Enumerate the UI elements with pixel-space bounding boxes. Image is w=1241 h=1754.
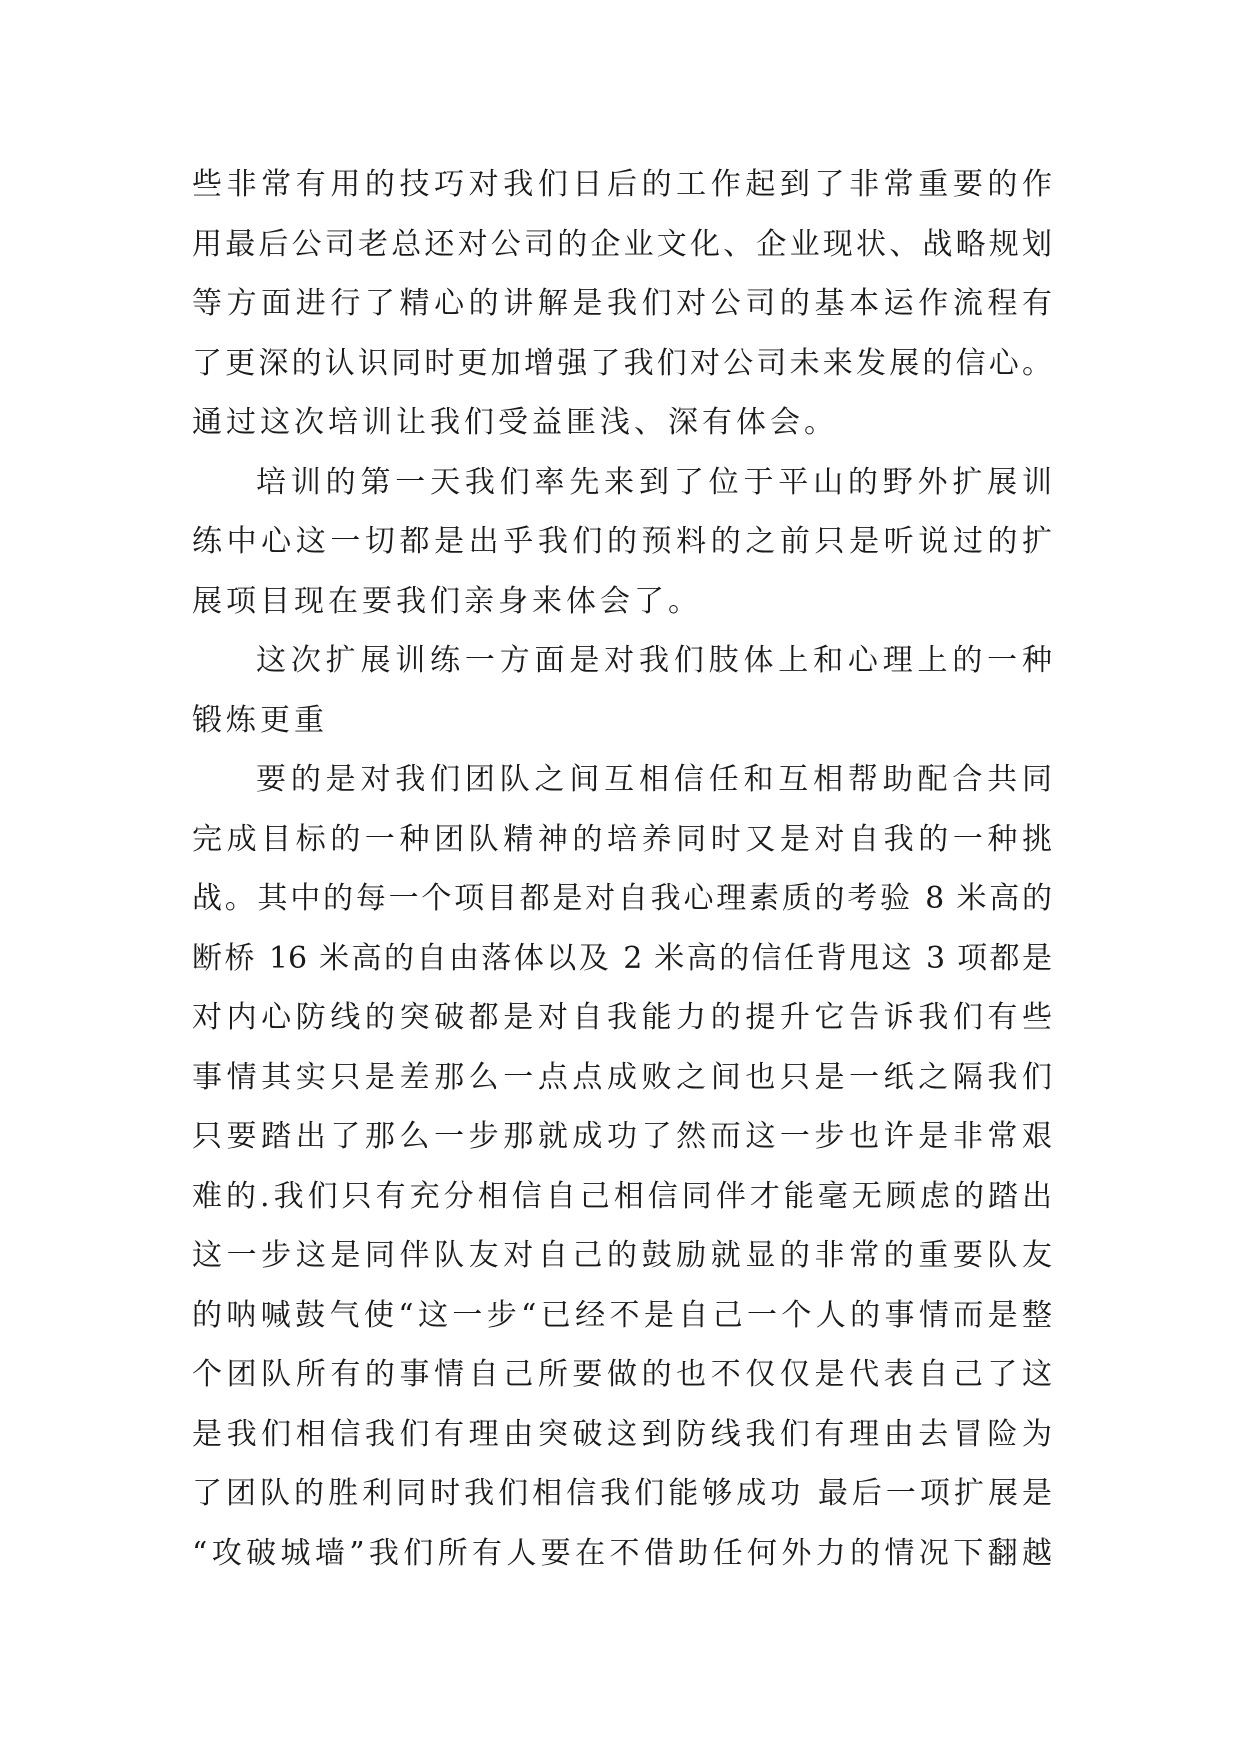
text-line: 练中心这一切都是出乎我们的预料的之前只是听说过的扩 xyxy=(192,524,1052,559)
text-line: 培训的第一天我们率先来到了位于平山的野外扩展训 xyxy=(256,464,1052,500)
text-line: 难的.我们只有充分相信自己相信同伴才能毫无顾虑的踏出 xyxy=(192,1178,1052,1214)
text-line: 战。其中的每一个项目都是对自我心理素质的考验 8 米高的 xyxy=(192,881,1052,916)
text-line: 是我们相信我们有理由突破这到防线我们有理由去冒险为 xyxy=(192,1416,1052,1452)
text-line: 用最后公司老总还对公司的企业文化、企业现状、战略规划 xyxy=(192,226,1052,262)
text-line: 个团队所有的事情自己所要做的也不仅仅是代表自己了这 xyxy=(192,1357,1052,1392)
text-line: 锻炼更重 xyxy=(192,702,328,738)
text-line: 展项目现在要我们亲身来体会了。 xyxy=(192,583,702,619)
text-line: 通过这次培训让我们受益匪浅、深有体会。 xyxy=(192,405,838,440)
text-line: 这一步这是同伴队友对自己的鼓励就显的非常的重要队友 xyxy=(192,1238,1052,1273)
text-line: 对内心防线的突破都是对自我能力的提升它告诉我们有些 xyxy=(192,1000,1052,1035)
body-text xyxy=(192,155,1052,1583)
text-line: 等方面进行了精心的讲解是我们对公司的基本运作流程有 xyxy=(192,286,1052,321)
text-line: 这次扩展训练一方面是对我们肢体上和心理上的一种 xyxy=(256,643,1052,678)
text-line: 的呐喊鼓气使“这一步“已经不是自己一个人的事情而是整 xyxy=(192,1297,1052,1333)
text-line: 完成目标的一种团队精神的培养同时又是对自我的一种挑 xyxy=(192,821,1052,857)
text-line: 事情其实只是差那么一点点成败之间也只是一纸之隔我们 xyxy=(192,1059,1052,1095)
text-line: 些非常有用的技巧对我们日后的工作起到了非常重要的作 xyxy=(192,167,1052,202)
text-line: “攻破城墙”我们所有人要在不借助任何外力的情况下翻越 xyxy=(192,1535,1052,1571)
text-line: 断桥 16 米高的自由落体以及 2 米高的信任背甩这 3 项都是 xyxy=(192,940,1052,976)
text-line: 了团队的胜利同时我们相信我们能够成功 最后一项扩展是 xyxy=(192,1476,1052,1511)
text-line: 只要踏出了那么一步那就成功了然而这一步也许是非常艰 xyxy=(192,1119,1052,1154)
text-line: 要的是对我们团队之间互相信任和互相帮助配合共同 xyxy=(256,762,1052,797)
text-line: 了更深的认识同时更加增强了我们对公司未来发展的信心。 xyxy=(192,345,1052,381)
